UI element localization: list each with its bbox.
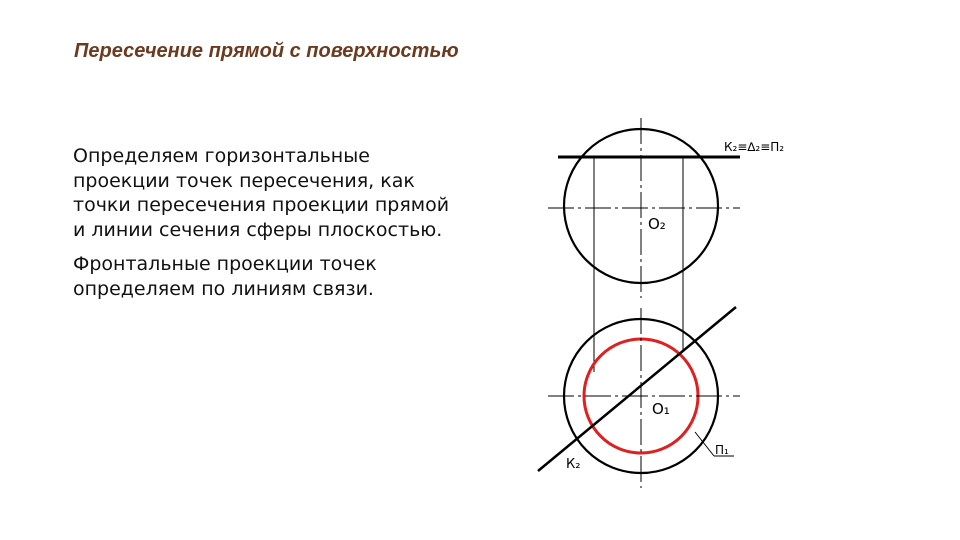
label-o2: О₂ [648, 215, 666, 233]
label-p1: П₁ [715, 443, 729, 457]
slide-title: Пересечение прямой с поверхностью [74, 40, 459, 62]
horizontal-projection [538, 307, 740, 488]
leader-p1 [695, 432, 714, 456]
paragraph-frontal-projections: Фронтальные проекции точек определяем по линиям связи. [73, 253, 377, 300]
label-o1: О₁ [652, 400, 670, 418]
paragraph-horizontal-projections: Определяем горизонтальные проекции точек пересечения, как точки пересечения проекции прямой и линии сечения сферы плоскостью. [73, 145, 450, 241]
frontal-projection [548, 118, 784, 298]
label-k2-plane: К₂≡∆₂≡П₂ [724, 140, 785, 154]
label-k2-line: К₂ [566, 457, 581, 472]
